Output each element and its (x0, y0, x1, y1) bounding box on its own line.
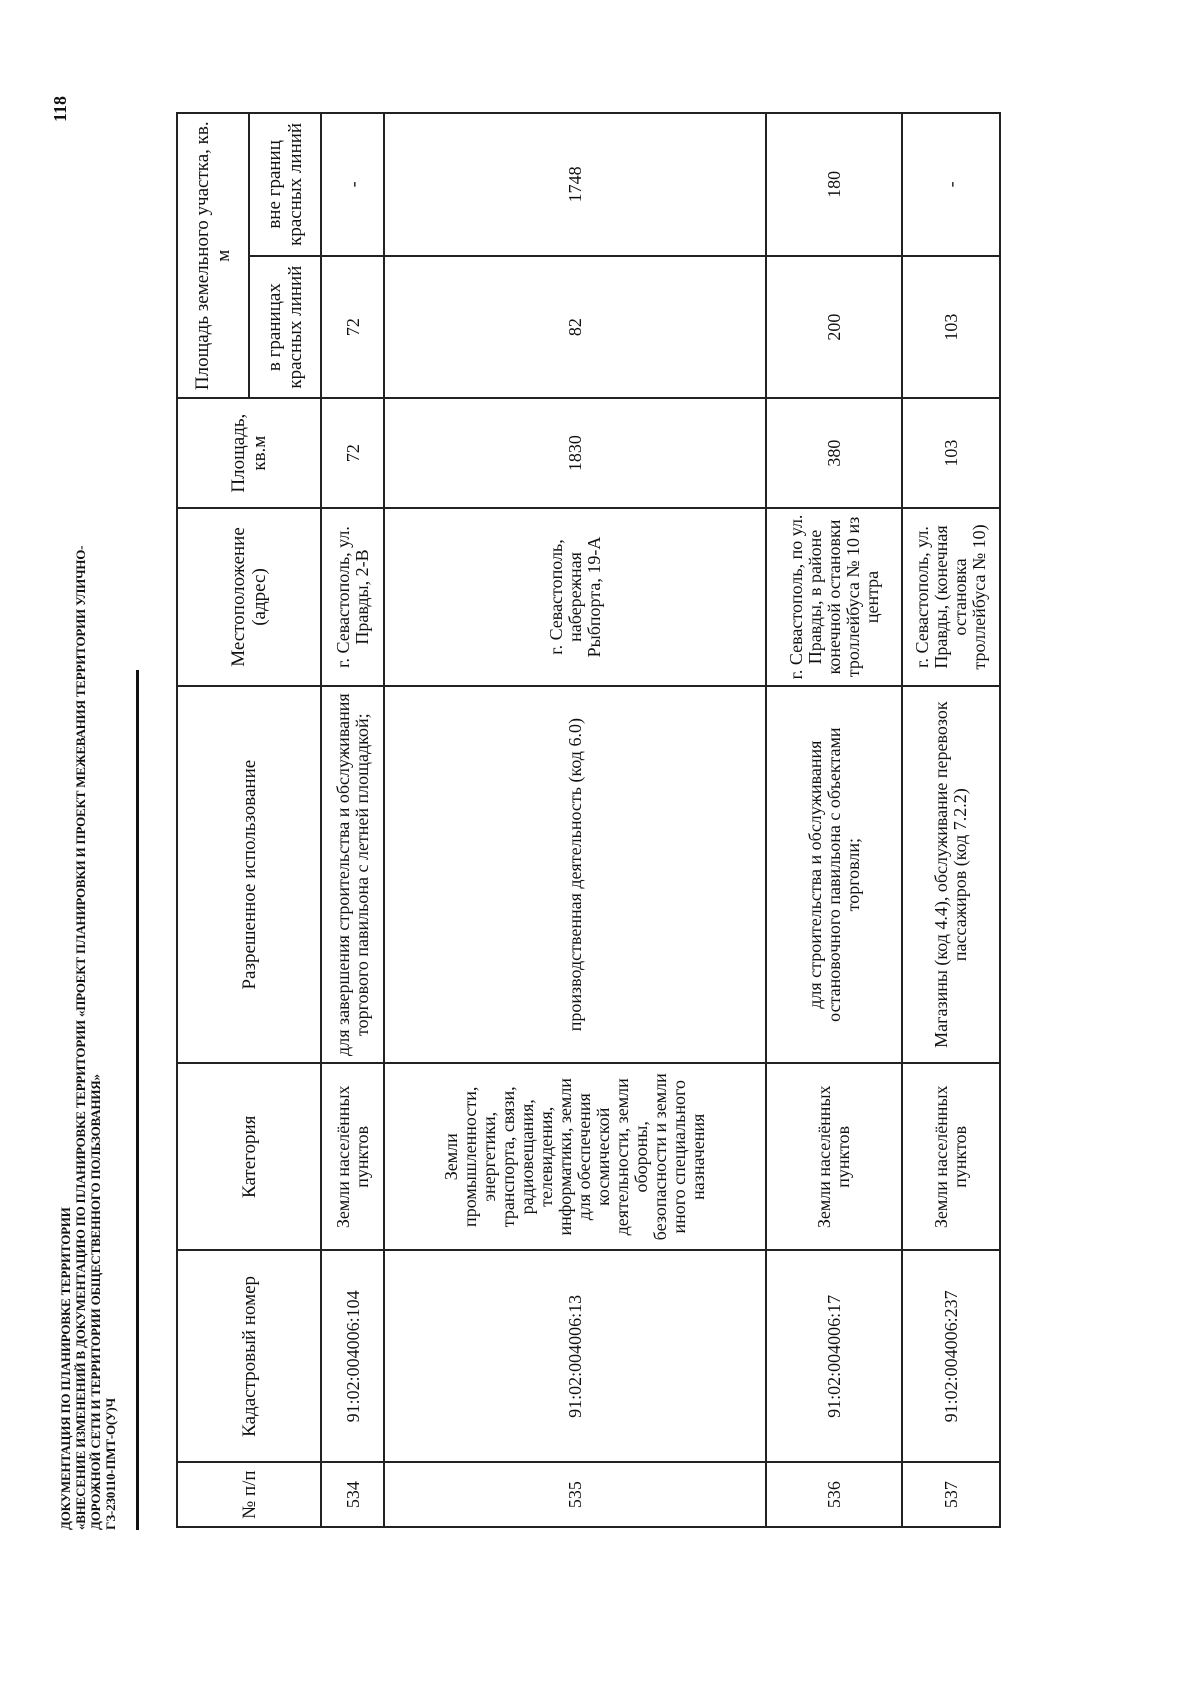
header-line: ДОРОЖНОЙ СЕТИ И ТЕРРИТОРИИ ОБЩЕСТВЕННОГО ПОЛЬЗОВАНИЯ» (88, 1074, 103, 1530)
cell-area: 72 (321, 399, 384, 508)
cell-location: г. Севастополь, ул. Правды, (конечная остановка троллейбуса № 10) (902, 508, 1000, 686)
col-header-plot-area: Площадь земельного участка, кв. м (177, 113, 249, 399)
cell-category: Земли населённых пунктов (902, 1063, 1000, 1250)
cell-inside: 103 (902, 256, 1000, 399)
cell-inside: 72 (321, 256, 384, 399)
col-header-cadastral: Кадастровый номер (177, 1250, 321, 1462)
land-plots-table (176, 112, 1001, 1528)
cell-cadastral: 91:02:004006:104 (321, 1250, 384, 1462)
col-header-num: № п/п (177, 1462, 321, 1527)
cell-num: 535 (384, 1462, 766, 1527)
header-line: ДОКУМЕНТАЦИЯ ПО ПЛАНИРОВКЕ ТЕРРИТОРИИ (58, 1207, 73, 1530)
col-header-permitted-use: Разрешенное использование (177, 686, 321, 1063)
col-header-inside: в границах красных линий (249, 256, 321, 399)
cell-area: 1830 (384, 399, 766, 508)
header-divider (136, 670, 139, 1530)
cell-inside: 82 (384, 256, 766, 399)
cell-outside: - (902, 113, 1000, 256)
cell-cadastral: 91:02:004006:17 (766, 1250, 902, 1462)
cell-permitted-use: Магазины (код 4.4), обслуживание перевозок пассажиров (код 7.2.2) (902, 686, 1000, 1063)
cell-num: 536 (766, 1462, 902, 1527)
cell-location: г. Севастополь, по ул. Правды, в районе конечной остановки троллейбуса № 10 из центра (766, 508, 902, 686)
cell-location: г. Севастополь, ул. Правды, 2-В (321, 508, 384, 686)
table-row (321, 113, 384, 1527)
table-row (766, 113, 902, 1527)
header-line: «ВНЕСЕНИЕ ИЗМЕНЕНИЙ В ДОКУМЕНТАЦИЮ ПО ПЛАНИРОВКЕ ТЕРРИТОРИИ «ПРОЕКТ ПЛАНИРОВКИ И ПРОЕКТ МЕЖЕВАНИЯ ТЕРРИТОРИИ УЛИЧНО- (73, 545, 88, 1530)
cell-outside: - (321, 113, 384, 256)
cell-permitted-use: для завершения строительства и обслуживания торгового павильона с летней площадкой; (321, 686, 384, 1063)
cell-num: 534 (321, 1462, 384, 1527)
document-header (58, 430, 118, 1530)
cell-cadastral: 91:02:004006:13 (384, 1250, 766, 1462)
cell-permitted-use: для строительства и обслуживания остановочного павильона с объектами торговли; (766, 686, 902, 1063)
cell-area: 103 (902, 399, 1000, 508)
table-row (902, 113, 1000, 1527)
cell-location: г. Севастополь, набережная Рыбпорта, 19-А (384, 508, 766, 686)
cell-category: Земли населённых пунктов (766, 1063, 902, 1250)
cell-outside: 1748 (384, 113, 766, 256)
cell-inside: 200 (766, 256, 902, 399)
col-header-outside: вне границ красных линий (249, 113, 321, 256)
page-number: 118 (50, 95, 70, 122)
header-line: ГЗ-230110-ПМТ-О(У)Ч (103, 1398, 118, 1530)
cell-cadastral: 91:02:004006:237 (902, 1250, 1000, 1462)
cell-outside: 180 (766, 113, 902, 256)
header-row (177, 113, 249, 1527)
cell-permitted-use: производственная деятельность (код 6.0) (384, 686, 766, 1063)
cell-category: Земли населённых пунктов (321, 1063, 384, 1250)
cell-area: 380 (766, 399, 902, 508)
col-header-location: Местоположение (адрес) (177, 508, 321, 686)
col-header-area: Площадь, кв.м (177, 399, 321, 508)
table-row (384, 113, 766, 1527)
cell-category: Земли промышленности, энергетики, транспорта, связи, радиовещания, телевидения, информатики, земли для обеспечения космической деятельности, земли обороны, безопасности и земли иного специального назначения (384, 1063, 766, 1250)
cell-num: 537 (902, 1462, 1000, 1527)
col-header-category: Категория (177, 1063, 321, 1250)
